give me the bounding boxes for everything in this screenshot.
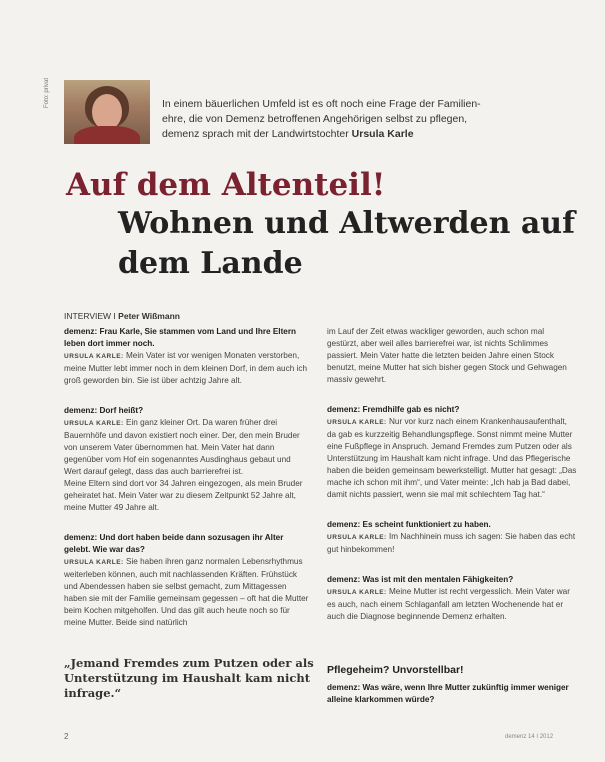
speaker-label: URSULA KARLE: [327, 534, 387, 541]
speaker-label: URSULA KARLE: [64, 353, 124, 360]
intro-text [162, 97, 542, 142]
question-5: demenz: Es scheint funktioniert zu haben. [327, 520, 491, 529]
question-3: demenz: Und dort haben beide dann sozusagen ihr Alter gelebt. Wie war das? [64, 533, 284, 554]
speaker-label: URSULA KARLE: [64, 420, 124, 427]
answer-3 [64, 556, 309, 629]
issue-footer: demenz 14 I 2012 [505, 734, 554, 740]
answer-2 [64, 417, 309, 478]
continued-text: im Lauf der Zeit etwas wackliger geworden, auch schon mal gestürzt, aber weil alles barrierefrei war, ist nichts Schlimmes passiert. Mein Vater hatte die letzten beiden Jahre einen Stock benutzt, meine Mutter hat sich bisher gegen Stock und Gehwagen massiv gewehrt. [327, 327, 567, 384]
answer-5 [327, 531, 577, 556]
intro-line-2: ehre, die von Demenz betroffenen Angehörigen selbst zu pflegen, [162, 113, 468, 125]
answer-1 [64, 350, 309, 387]
section-question: demenz: Was wäre, wenn Ihre Mutter zukünftig immer weniger alleine klarkommen würde? [327, 683, 569, 704]
speaker-label: URSULA KARLE: [327, 589, 387, 596]
byline-author: Peter Wißmann [118, 311, 180, 321]
portrait-clothing [74, 126, 140, 144]
intro-line-3-prefix: demenz sprach mit der Landwirtstochter [162, 128, 349, 140]
portrait-photo [64, 80, 150, 144]
question-4: demenz: Fremdhilfe gab es nicht? [327, 405, 460, 414]
answer-4-text: Nur vor kurz nach einem Krankenhausaufenthalt, da gab es kurzzeitig Behandlungspflege. Sonst nimmt meine Mutter eine Fußpflege in Anspruch. Jemand Fremdes zum Putzen oder als Unterstützung im Haushalt kam nicht infrage. Und das Pflegerische haben die beiden gemeinsam bewerkstelligt. Mutter hat gesagt: „Das mache ich schon mit ihm“, und Vater meinte: „Ich hab ja Bad dabei, damit nichts passiert, wenn sie mal mit schlechtem Tag hat.“ [327, 417, 577, 499]
speaker-label: URSULA KARLE: [64, 559, 124, 566]
answer-1-text: Mein Vater ist vor wenigen Monaten verstorben, meine Mutter lebt immer noch in dem kleinen Dorf, in dem auch ich groß geworden bin. Sie ist über achtzig Jahre alt. [64, 351, 308, 385]
interviewee-name: Ursula Karle [351, 128, 414, 140]
byline [64, 311, 180, 321]
intro-line-1: In einem bäuerlichen Umfeld ist es oft noch eine Frage der Familien- [162, 98, 481, 110]
pull-quote: „Jemand Fremdes zum Putzen oder als Unterstützung im Haushalt kam nicht infrage.“ [64, 656, 314, 700]
portrait-face [92, 94, 122, 130]
answer-3-text: Sie haben ihren ganz normalen Lebensrhythmus weiterleben können, auch mit nachlassenden Kräften. Frühstück und Abendessen haben sie selbst gemacht, zum Mittagessen haben sie mit der Familie gemeinsam gegessen – oft hat die Mutter beim Kochen mitgeholfen. Und das gilt auch heute noch so für meine Mutter. Beide sind natürlich [64, 557, 309, 627]
answer-5-text: Im Nachhinein muss ich sagen: Sie haben das echt gut hinbekommen! [327, 532, 576, 554]
title-line-3: dem Lande [118, 246, 303, 281]
intro-line-3 [162, 127, 542, 142]
title-line-1: Auf dem Altenteil! [66, 167, 386, 203]
photo-credit: Foto: privat [44, 77, 50, 108]
answer-2-continued: Meine Eltern sind dort vor 34 Jahren eingezogen, als mein Bruder geheiratet hat. Mein Vater war zu diesem Zeitpunkt 52 Jahre alt, meine Mutter 49 Jahre alt. [64, 479, 303, 512]
section-heading: Pflegeheim? Unvorstellbar! [327, 664, 464, 676]
answer-4 [327, 416, 577, 501]
question-1: demenz: Frau Karle, Sie stammen vom Land und Ihre Eltern leben dort immer noch. [64, 327, 297, 348]
answer-6 [327, 586, 577, 623]
answer-6-text: Meine Mutter ist recht vergesslich. Mein Vater war es auch, nach einem Schlaganfall am letzten Wochenende hat er auch die Diagnose beginnende Demenz erhalten. [327, 587, 570, 621]
answer-2-text: Ein ganz kleiner Ort. Da waren früher drei Bauernhöfe und davon existiert noch einer. Der, den mein Bruder von unserem Vater übernommen hat. Mein Vater hat dann gegenüber vom Hof ein sogenanntes Ausdinghaus gebaut und Wert darauf gelegt, dass das auch barrierefrei ist. [64, 418, 300, 476]
question-6: demenz: Was ist mit den mentalen Fähigkeiten? [327, 575, 514, 584]
left-column [64, 326, 309, 629]
article-title [66, 166, 575, 284]
question-2: demenz: Dorf heißt? [64, 406, 144, 415]
right-column [327, 326, 577, 623]
title-line-2: Wohnen und Altwerden auf [118, 206, 575, 241]
speaker-label: URSULA KARLE: [327, 419, 387, 426]
page-number: 2 [64, 732, 69, 741]
byline-label: INTERVIEW I [64, 311, 116, 321]
